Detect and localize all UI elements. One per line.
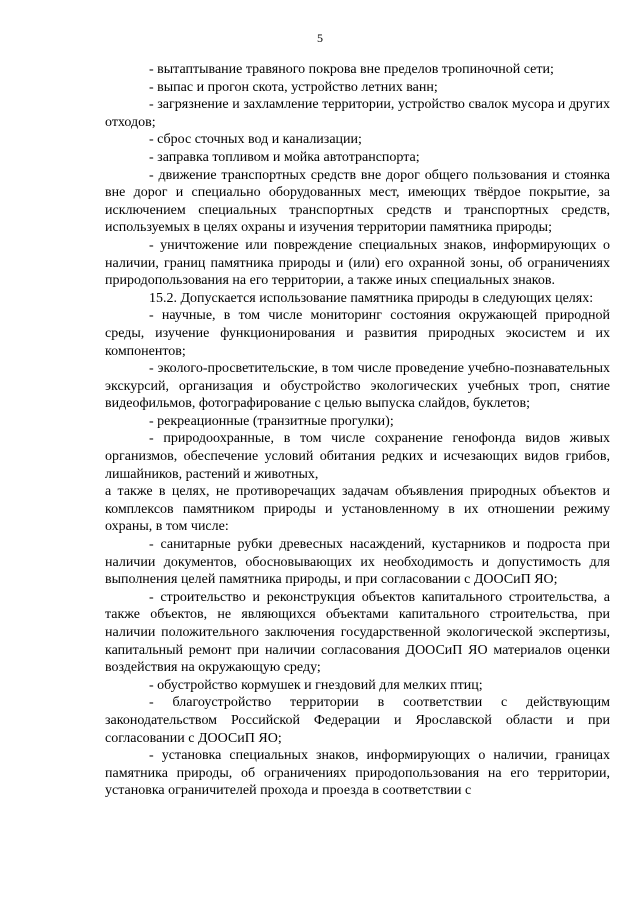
- paragraph: - научные, в том числе мониторинг состояния окружающей природной среды, изучение функционирования и развития природных экосистем и их компонентов;: [105, 308, 610, 359]
- paragraph: - санитарные рубки древесных насаждений, кустарников и подроста при наличии документов, обосновывающих их необходимость и допустимость для выполнения целей памятника природы, и при согласовании с ДООСиП ЯО;: [105, 537, 610, 588]
- paragraph: - рекреационные (транзитные прогулки);: [149, 413, 394, 429]
- paragraph: - движение транспортных средств вне дорог общего пользования и стоянка вне дорог и специально оборудованных мест, имеющих твёрдое покрытие, за исключением специальных транспортных средств и транспортных средств, используемых в целях охраны и изучения территории памятника природы;: [105, 167, 610, 236]
- paragraph: - строительство и реконструкция объектов капитального строительства, а также объектов, не являющихся объектами капитального строительства, при наличии положительного заключения государственной экологической экспертизы, капитальный ремонт при наличии согласования ДООСиП ЯО материалов оценки воздействия на окружающую среду;: [105, 589, 610, 676]
- paragraph: - сброс сточных вод и канализации;: [149, 132, 362, 148]
- paragraph: - загрязнение и захламление территории, устройство свалок мусора и других отходов;: [105, 97, 610, 130]
- paragraph: - вытаптывание травяного покрова вне пределов тропиночной сети;: [149, 62, 554, 77]
- paragraph: - установка специальных знаков, информирующих о наличии, границах памятника природы, об ограничениях природопользования на его территории, установка ограничителей прохода и проезда в соответствии с: [105, 748, 610, 799]
- section-heading-paragraph: 15.2. Допускается использование памятника природы в следующих целях:: [149, 290, 594, 306]
- paragraph: - благоустройство территории в соответствии с действующим законодательством Российской Федерации и Ярославской области и при согласовании с ДООСиП ЯО;: [105, 695, 610, 746]
- paragraph: - эколого-просветительские, в том числе проведение учебно-познавательных экскурсий, организация и обустройство экологических учебных троп, снятие видеофильмов, фотографирование с целью выпуска слайдов, буклетов;: [105, 361, 610, 412]
- document-body: [105, 61, 610, 800]
- paragraph: - природоохранные, в том числе сохранение генофонда видов живых организмов, обеспечение условий обитания редких и исчезающих видов грибов, лишайников, растений и животных,: [105, 431, 610, 482]
- paragraph: - обустройство кормушек и гнездовий для мелких птиц;: [149, 677, 483, 693]
- page-number: 5: [317, 31, 323, 45]
- paragraph: - выпас и прогон скота, устройство летних ванн;: [149, 79, 438, 95]
- paragraph: - уничтожение или повреждение специальных знаков, информирующих о наличии, границ памятника природы и (или) его охранной зоны, об ограничениях природопользования на его территории, а также иных специальных знаков.: [105, 237, 610, 289]
- paragraph: - заправка топливом и мойка автотранспорта;: [149, 149, 420, 165]
- paragraph: а также в целях, не противоречащих задачам объявления природных объектов и комплексов памятником природы и установленному в их отношении режиму охраны, в том числе:: [105, 484, 610, 535]
